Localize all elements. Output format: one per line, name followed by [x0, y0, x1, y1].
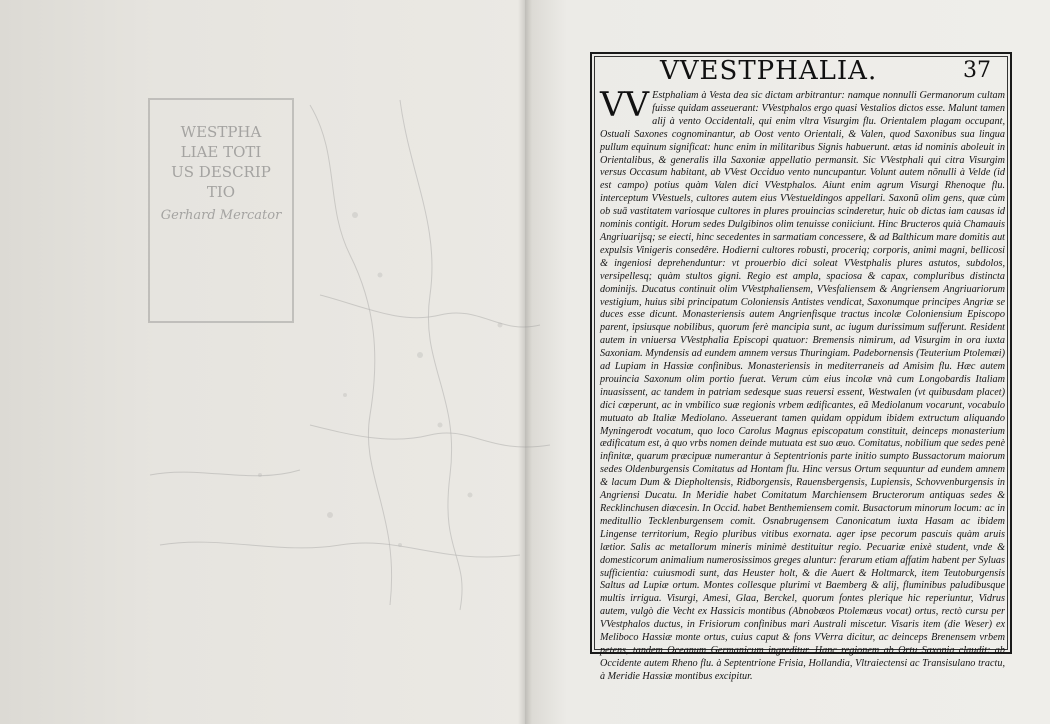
- cartouche-line: US DESCRIP: [171, 163, 271, 181]
- drop-cap: VV: [600, 85, 650, 125]
- cartouche-line: WESTPHA: [180, 123, 262, 141]
- cartouche-signature: Gerhard Mercator: [160, 208, 282, 223]
- page-heading: VVESTPHALIA.: [660, 56, 878, 86]
- body-paragraph: Estphaliam à Vesta dea sic dictam arbitrantur: namque nonnulli Germanorum cultam fuisse quidam asseuerant: VVestphalos ergo quasi Vestalios dictos esse. Malunt tamen alij à vento Occidentali, qui enim vltra Visurgim flu. Orientalem plagam occupant, Ostuali Saxones cognominantur, ab Oost vento Orientali, & Valen, quod Saxonibus sua lingua pullum equinum significat: hunc enim in militaribus Signis habuerunt. ætas id nominis aboleuit in Orientalibus, & generalis illa Saxoniæ appellatio permansit. Sic VVestphali qui citra Visurgim versus Occasum habitant, ab VVest Occiduo vento nuncupantur. Volunt autem nõnulli à Velde (id est campo) potius quàm Valen dici VVestphalos. Aiunt enim agrum Visurgi Rhenoque flu. interceptum VVestuels, cultores autem eius VVestueldingos appellari. Saxonũ olim gens, quæ cùm ob suā vastitatem variosque cultores in plures prouincias scinderetur, huic ob dictas iam causas id nominis contigit. Horum sedes Dulgibinos olim tenuisse coniiciunt. Hinc Bructeros quià Chamauis Angriuarijsq; se eiecti, hinc secedentes in sarmatiam concessere, & ad Balthicum mare domitis aut expulsis Vinigeris consedêre. Hodierni cultores robusti, proceriq; corporis, animi magni, bellicosi & ingeniosi deprehenduntur: vt prouerbio dici soleat VVestphalis plures astutos, subdolos, versipellesq; quàm stultos gigni. Regio est ampla, spaciosa & capax, compluribus distincta dominijs. Ducatus continuit olim VVestphaliensem, VVesfaliensem & Angriensem Angriuariorum vestigium, huius sibi principatum Coloniensis Antistes vendicat, Saxonumque principes Angriæ se duces esse dicunt. Monasteriensis autem Angrienfisque tractus incolæ Coloniensium Episcopo parent, ipsiusque nobilibus, quorum ferè mancipia sunt, ac iugum durissimum sufferunt. Resident autem in vniuersa VVestphalia Episcopi quatuor: Bremensis nimirum, ad Visurgim in ora iuxta Saxoniam. Myndensis ad eundem amnem versus Thuringiam. Padebornensis (Teuterium Ptolemæi) ad Lupiam in Hassiæ confinibus. Monasteriensis in mediterraneis ad Amisim flu. Hæc autem prouincia Saxonum olim portio fuerat. Verum cùm eius incolæ vnà cum Longobardis Italiam inuasissent, ac tandem in patriam sedesque suas reuersi essent, Westwalen (vt quibusdam placet) dici cœperunt, ac in vmbilico suæ regionis vrbem ædificantes, eã Mediolanum vocarunt, vocabulo mutuato ab Italiæ Mediolano. Asseuerant tamen quidam oppidum ibidem extructum aliquando Myningerodt vocatum, quo loco Carolus Magnus episcopatum constituit, deinceps monasterium ædificatum est, à quo vrbs nomen deinde mutuata est suo æuo. Comitatus, nobilium que sedes penè infinitæ, quarum præcipuæ numerantur à Septentrionis parte initio sumpto Bussactorum maiorum sedes Oldenburgensis Comitatus ad Hontam flu. Hinc versus Ortum sequuntur ad eundem amnem & lacum Dum & Diepholtensis, Ridborgensis, Rauensbergensis, Lupiensis, Schovvenburgensis in Angriensi Ducatu. In Meridie habet Comitatum Marchiensem Bructerorum antiquas sedes & Recklinchusen diœcesin. In Occid. habet Benthemiensem comit. Busactorum minorum locum: ac in meditullio Tecklenburgensem comit. Osnabrugensem Canonicatum iuxta Hasam ac ibidem Lingense territorium, Regio pluribus vitibus exornata. ager ipse pecorum pascuis quàm aruis lætior. Salis ac metallorum mineris minimè destituitur regio. Pecuariæ enixè student, vnde & domesticorum animalium numerosissimos greges aluntur: ferarum etiam affatim habent per Syluas sufficientia: cuiusmodi sunt, das Heuster holt, & die Auert & Holtmarck, item Teutoburgensis Saltus ad Lupiæ ortum. Montes collesque plurimi vt Baemberg & alij, fluminibus paludibusque multis irrigua. Visurgi, Amesi, Glaa, Berckel, quorum fontes plerique hic reperiuntur, Vidrus autem, vulgò die Vecht ex Hassicis montibus (Abnobæos Ptolemæus vocat) ortus, rectò cursu per VVestphalos ductus, in Frisiorum confinibus mari Australi miscetur. Visaris item (die Weser) ex Meliboco Hassiæ monte ortus, cuius caput & fons VVerra dicitur, ac deinceps Brenensem vrbem petens, tandem Oceanum Germanicum ingreditur. Hanc regionem ab Ortu Saxonia claudit: ab Occidente autem Rheno flu. à Septentrione Frisia, Hollandia, Vltraiectensi ac Transisulano tractu, à Meridie Hassiæ montibus excipitur.: [600, 90, 1005, 682]
- page-number: 37: [963, 58, 991, 83]
- cartouche-line: LIAE TOTI: [180, 143, 262, 161]
- body-text-block: [600, 85, 1005, 682]
- cartouche-line: TIO: [206, 183, 236, 201]
- bleed-through-cartouche: [148, 98, 294, 323]
